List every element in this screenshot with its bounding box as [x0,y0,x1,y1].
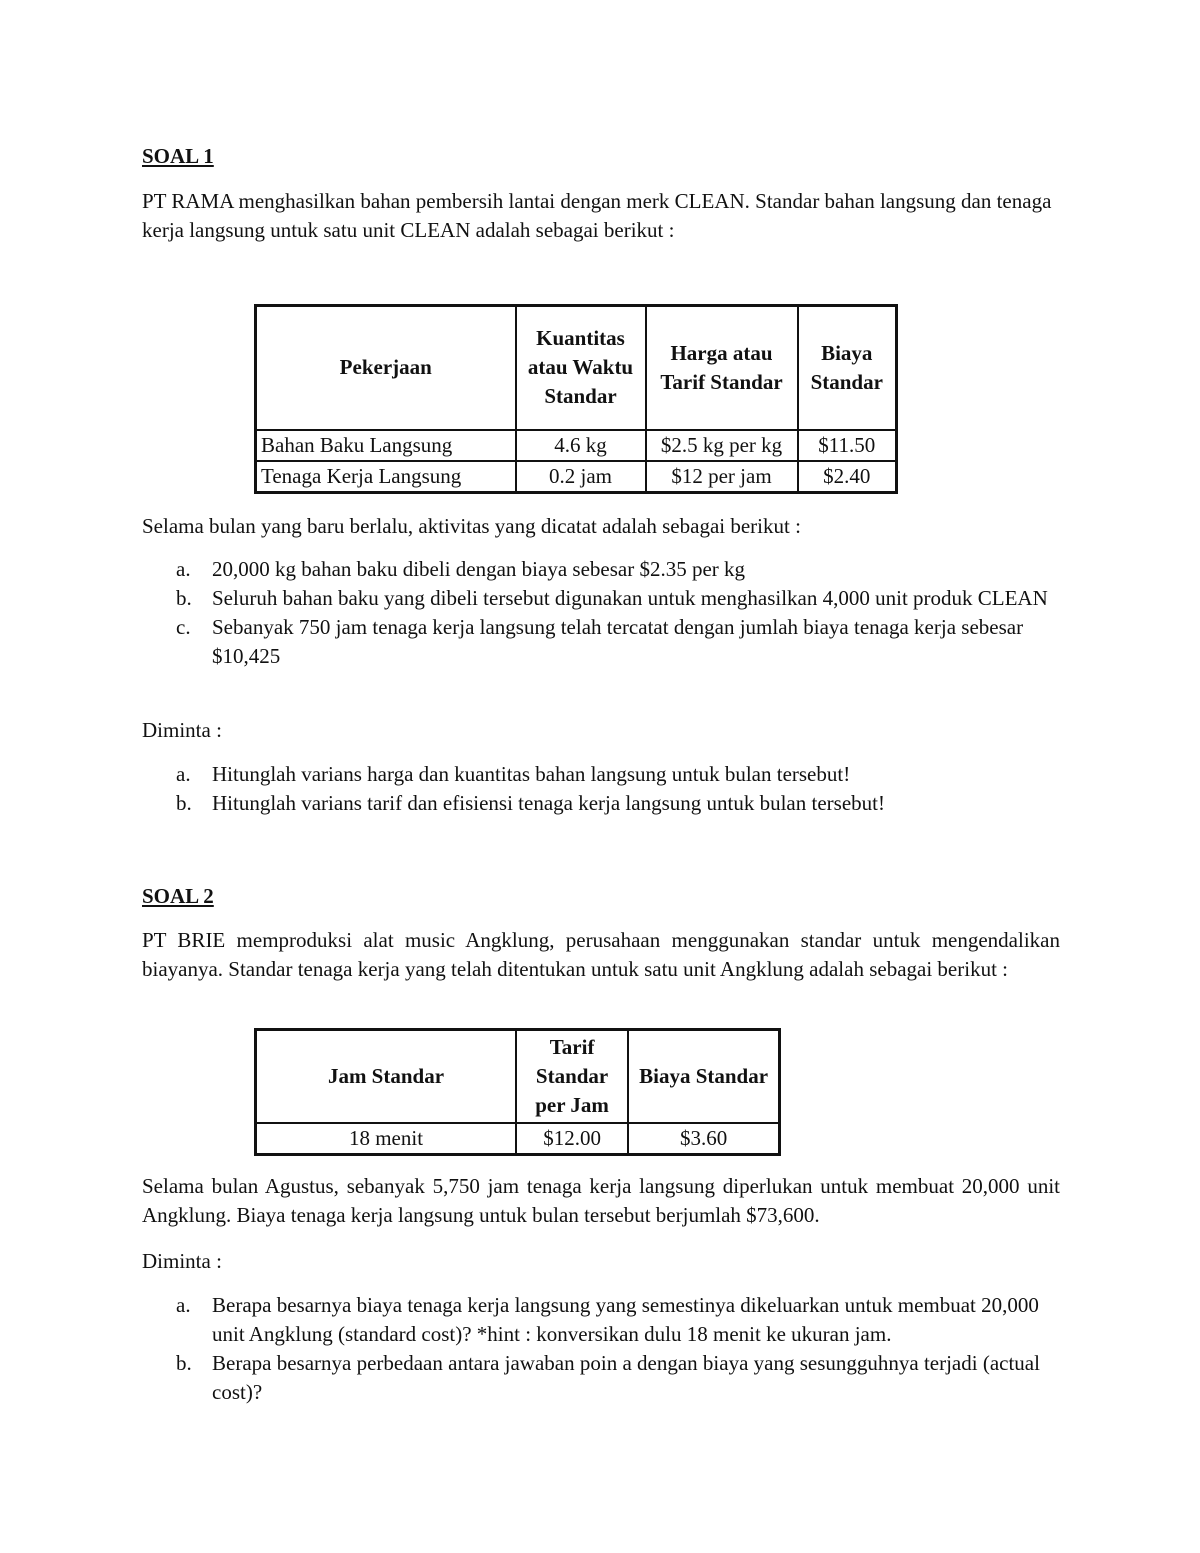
list-item [176,760,1060,789]
list-item-text: 20,000 kg bahan baku dibeli dengan biaya sebesar $2.35 per kg [212,557,746,581]
soal-1-diminta: Diminta : [142,718,222,742]
soal-1-intro: PT RAMA menghasilkan bahan pembersih lantai dengan merk CLEAN. Standar bahan langsung dan tenaga kerja langsung untuk satu unit CLEAN adalah sebagai berikut : [142,189,1052,242]
list-marker: a. [176,557,191,581]
table-cell: 4.6 kg [516,430,646,461]
list-item-text: Seluruh bahan baku yang dibeli tersebut digunakan untuk menghasilkan 4,000 unit produk CLEAN [212,586,1048,610]
table-cell: $2.5 kg per kg [646,430,798,461]
table-header-cell: Biaya Standar [798,306,897,430]
table-cell: Bahan Baku Langsung [256,430,516,461]
soal-2-heading: SOAL 2 [142,884,214,908]
soal-2-standard-table [254,1028,781,1156]
table-cell: 0.2 jam [516,461,646,493]
table-cell: 18 menit [256,1123,516,1155]
table-cell: Tenaga Kerja Langsung [256,461,516,493]
soal-1-heading: SOAL 1 [142,144,214,168]
list-item-text: Sebanyak 750 jam tenaga kerja langsung telah tercatat dengan jumlah biaya tenaga kerja sebesar $10,425 [212,615,1024,668]
list-item-text: Hitunglah varians harga dan kuantitas bahan langsung untuk bulan tersebut! [212,762,851,786]
list-item [176,555,1060,584]
list-marker: b. [176,586,192,610]
table-row [256,1123,780,1155]
list-item [176,613,1060,671]
list-item [176,1291,1060,1349]
table-header-cell: Kuantitas atau Waktu Standar [516,306,646,430]
list-item-text: Berapa besarnya perbedaan antara jawaban poin a dengan biaya yang sesungguhnya terjadi (actual cost)? [212,1351,1040,1404]
list-item [176,1349,1060,1407]
list-marker: b. [176,1351,192,1375]
list-item-text: Hitunglah varians tarif dan efisiensi tenaga kerja langsung untuk bulan tersebut! [212,791,885,815]
list-item [176,789,1060,818]
table-cell: $11.50 [798,430,897,461]
soal-2-intro: PT BRIE memproduksi alat music Angklung, perusahaan menggunakan standar untuk mengendalikan biayanya. Standar tenaga kerja yang telah ditentukan untuk satu unit Angklung adalah sebagai berikut : [142,928,1060,981]
table-header-cell: Harga atau Tarif Standar [646,306,798,430]
list-marker: c. [176,615,191,639]
table-cell: $3.60 [628,1123,779,1155]
table-header-row [256,306,897,430]
table-cell: $12 per jam [646,461,798,493]
table-header-cell: Tarif Standar per Jam [516,1030,628,1123]
table-header-cell: Biaya Standar [628,1030,779,1123]
list-marker: a. [176,762,191,786]
soal-1-standard-table [254,304,898,494]
soal-2-diminta: Diminta : [142,1249,222,1273]
soal-2-paragraph: Selama bulan Agustus, sebanyak 5,750 jam tenaga kerja langsung diperlukan untuk membuat 20,000 unit Angklung. Biaya tenaga kerja langsung untuk bulan tersebut berjumlah $73,600. [142,1174,1060,1227]
list-item [176,584,1060,613]
table-header-cell: Jam Standar [256,1030,516,1123]
list-marker: b. [176,791,192,815]
list-item-text: Berapa besarnya biaya tenaga kerja langsung yang semestinya dikeluarkan untuk membuat 20,000 unit Angklung (standard cost)? *hint : konversikan dulu 18 menit ke ukuran jam. [212,1293,1039,1346]
table-row [256,461,897,493]
table-row [256,430,897,461]
table-header-row [256,1030,780,1123]
soal-1-activity-intro: Selama bulan yang baru berlalu, aktivitas yang dicatat adalah sebagai berikut : [142,514,801,538]
soal-1-task-list [176,760,1060,818]
table-header-cell: Pekerjaan [256,306,516,430]
list-marker: a. [176,1293,191,1317]
table-cell: $12.00 [516,1123,628,1155]
soal-2-task-list [176,1291,1060,1407]
table-cell: $2.40 [798,461,897,493]
soal-1-activity-list [176,555,1060,671]
